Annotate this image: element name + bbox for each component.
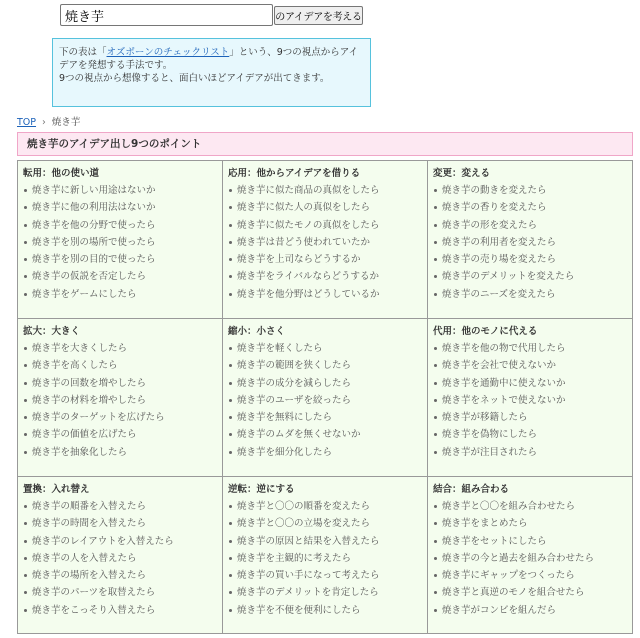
list-item: 焼き芋のデメリットを肯定したら: [228, 584, 422, 601]
info-text-after: 」という、9つの視点からアイデアを発想する手法です。: [59, 47, 358, 71]
idea-cell: [428, 161, 632, 319]
idea-list: [23, 182, 217, 303]
list-item: 焼き芋の場所を入替えたら: [23, 567, 217, 584]
list-item: 焼き芋を他の物で代用したら: [433, 340, 627, 357]
list-item: 焼き芋のレイアウトを入替えたら: [23, 533, 217, 550]
list-item: 焼き芋に似た商品の真似をしたら: [228, 182, 422, 199]
list-item: 焼き芋の売り場を変えたら: [433, 251, 627, 268]
list-item: 焼き芋をこっそり入替えたら: [23, 602, 217, 619]
list-item: 焼き芋のパーツを取替えたら: [23, 584, 217, 601]
list-item: 焼き芋の材料を増やしたら: [23, 392, 217, 409]
info-box: [52, 38, 371, 107]
list-item: 焼き芋の動きを変えたら: [433, 182, 627, 199]
idea-list: [433, 182, 627, 303]
cell-title: 縮小：小さく: [228, 326, 286, 337]
list-item: 焼き芋をまとめたら: [433, 515, 627, 532]
list-item: 焼き芋と〇〇の立場を変えたら: [228, 515, 422, 532]
breadcrumb-separator-icon: ›: [42, 117, 46, 128]
list-item: 焼き芋が移籍したら: [433, 409, 627, 426]
cell-title: 結合：組み合わる: [433, 484, 510, 495]
idea-cell: [223, 477, 428, 633]
idea-cell: [18, 161, 223, 319]
list-item: 焼き芋と真逆のモノを組合せたら: [433, 584, 627, 601]
section-title: 焼き芋のアイデア出し9つのポイント: [17, 132, 633, 156]
list-item: 焼き芋を不便を便利にしたら: [228, 602, 422, 619]
list-item: 焼き芋の今と過去を組み合わせたら: [433, 550, 627, 567]
cell-title: 逆転：逆にする: [228, 484, 295, 495]
breadcrumb-home-link[interactable]: TOP: [17, 117, 37, 128]
list-item: 焼き芋を通勤中に使えないか: [433, 375, 627, 392]
cell-title: 置換：入れ替え: [23, 484, 90, 495]
cell-title: 変更：変える: [433, 168, 491, 179]
idea-list: [228, 182, 422, 303]
idea-cell: [428, 477, 632, 633]
list-item: 焼き芋の範囲を狭くしたら: [228, 357, 422, 374]
idea-cell: [428, 319, 632, 477]
list-item: 焼き芋を別の場所で使ったら: [23, 234, 217, 251]
list-item: 焼き芋をライバルならどうするか: [228, 268, 422, 285]
list-item: 焼き芋を他の分野で使ったら: [23, 217, 217, 234]
list-item: 焼き芋を細分化したら: [228, 444, 422, 461]
list-item: 焼き芋にギャップをつくったら: [433, 567, 627, 584]
list-item: 焼き芋がコンビを組んだら: [433, 602, 627, 619]
list-item: 焼き芋の時間を入替えたら: [23, 515, 217, 532]
cell-title: 代用：他のモノに代える: [433, 326, 538, 337]
list-item: 焼き芋の形を変えたら: [433, 217, 627, 234]
list-item: 焼き芋を別の目的で使ったら: [23, 251, 217, 268]
list-item: 焼き芋のムダを無くせないか: [228, 426, 422, 443]
list-item: 焼き芋をセットにしたら: [433, 533, 627, 550]
list-item: 焼き芋の原因と結果を入替えたら: [228, 533, 422, 550]
list-item: 焼き芋と〇〇を組み合わせたら: [433, 498, 627, 515]
info-text-before: 下の表は「: [59, 47, 107, 58]
info-text: [59, 46, 364, 72]
list-item: 焼き芋は昔どう使われていたか: [228, 234, 422, 251]
list-item: 焼き芋に似たモノの真似をしたら: [228, 217, 422, 234]
list-item: 焼き芋が注目されたら: [433, 444, 627, 461]
list-item: 焼き芋の回数を増やしたら: [23, 375, 217, 392]
list-item: 焼き芋の価値を広げたら: [23, 426, 217, 443]
list-item: 焼き芋を主観的に考えたら: [228, 550, 422, 567]
list-item: 焼き芋の買い手になって考えたら: [228, 567, 422, 584]
list-item: 焼き芋を無料にしたら: [228, 409, 422, 426]
list-item: 焼き芋のデメリットを変えたら: [433, 268, 627, 285]
list-item: 焼き芋の成分を減らしたら: [228, 375, 422, 392]
list-item: 焼き芋を大きくしたら: [23, 340, 217, 357]
list-item: 焼き芋の人を入替えたら: [23, 550, 217, 567]
list-item: 焼き芋の仮説を否定したら: [23, 268, 217, 285]
idea-cell: [18, 319, 223, 477]
idea-cell: [18, 477, 223, 633]
list-item: 焼き芋のニーズを変えたら: [433, 286, 627, 303]
list-item: 焼き芋に似た人の真似をしたら: [228, 199, 422, 216]
breadcrumb-current: 焼き芋: [51, 117, 81, 128]
idea-list: [23, 498, 217, 619]
idea-list: [228, 340, 422, 461]
list-item: 焼き芋をゲームにしたら: [23, 286, 217, 303]
search-input[interactable]: [60, 4, 273, 26]
idea-list: [23, 340, 217, 461]
list-item: 焼き芋を抽象化したら: [23, 444, 217, 461]
list-item: 焼き芋を会社で使えないか: [433, 357, 627, 374]
list-item: 焼き芋をネットで使えないか: [433, 392, 627, 409]
list-item: 焼き芋の順番を入替えたら: [23, 498, 217, 515]
list-item: 焼き芋と〇〇の順番を変えたら: [228, 498, 422, 515]
list-item: 焼き芋を他分野はどうしているか: [228, 286, 422, 303]
osborn-grid: [17, 160, 633, 634]
cell-title: 拡大：大きく: [23, 326, 81, 337]
breadcrumb: [17, 114, 80, 128]
list-item: 焼き芋を軽くしたら: [228, 340, 422, 357]
info-text-line2: 9つの視点から想像すると、面白いほどアイデアが出てきます。: [59, 73, 330, 84]
list-item: 焼き芋の利用者を変えたら: [433, 234, 627, 251]
idea-list: [228, 498, 422, 619]
idea-list: [433, 498, 627, 619]
generate-ideas-button[interactable]: のアイデアを考える: [274, 6, 363, 25]
list-item: 焼き芋を偽物にしたら: [433, 426, 627, 443]
idea-cell: [223, 161, 428, 319]
list-item: 焼き芋を上司ならどうするか: [228, 251, 422, 268]
list-item: 焼き芋の香りを変えたら: [433, 199, 627, 216]
cell-title: 応用：他からアイデアを借りる: [228, 168, 361, 179]
list-item: 焼き芋のターゲットを広げたら: [23, 409, 217, 426]
idea-list: [433, 340, 627, 461]
osborn-checklist-link[interactable]: オズボーンのチェックリスト: [106, 47, 230, 58]
list-item: 焼き芋に他の利用法はないか: [23, 199, 217, 216]
cell-title: 転用：他の使い道: [23, 168, 100, 179]
list-item: 焼き芋に新しい用途はないか: [23, 182, 217, 199]
idea-cell: [223, 319, 428, 477]
list-item: 焼き芋を高くしたら: [23, 357, 217, 374]
list-item: 焼き芋のユーザを絞ったら: [228, 392, 422, 409]
